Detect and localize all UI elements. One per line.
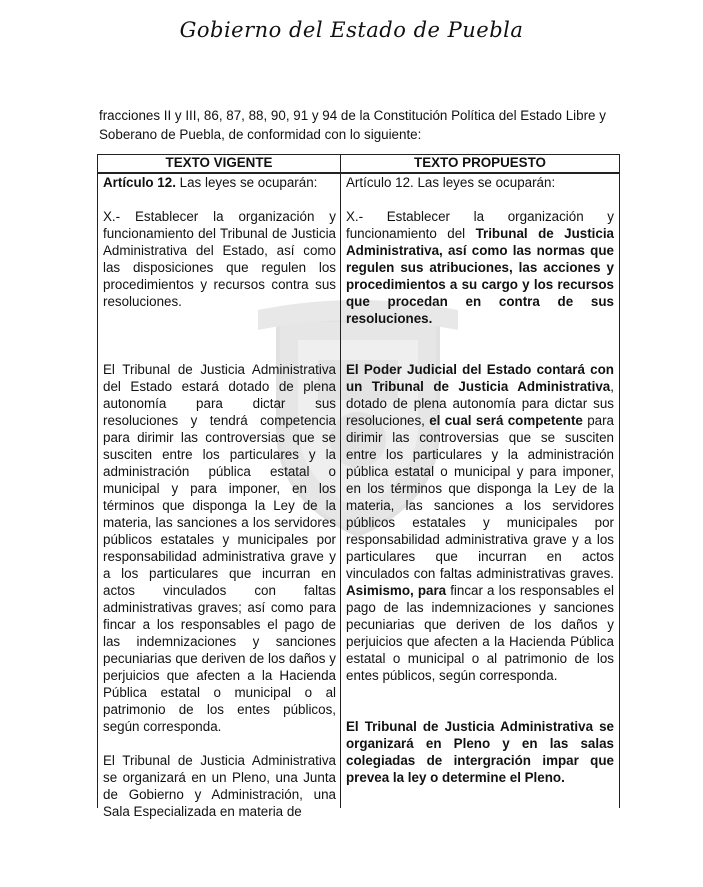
fraction-x-proposed: X.- Establecer la organización y funcionamiento del Tribunal de Justicia Administrativa, así como las normas que regulen sus atribuciones, las acciones y procedimientos a su cargo y los recursos que procedan en contra de sus resoluciones. <box>346 209 614 326</box>
tribunal-paragraph-current: El Tribunal de Justicia Administrativa del Estado estará dotado de plena autonomía para dictar sus resoluciones y tendrá competencia para dirimir las controversias que se susciten entre los particulares y la administración pública estatal o municipal y para imponer, en los términos que disponga la Ley de la materia, las sanciones a los servidores públicos estatales y municipales por responsabilidad administrativa grave y a los particulares que incurran en actos vinculados con faltas administrativas graves; así como para fincar a los responsables el pago de las indemnizaciones y sanciones pecuniarias que deriven de los daños y perjuicios que afecten a la Hacienda Pública estatal o municipal o al patrimonio de los entes públicos, según corresponda. <box>103 362 336 734</box>
fraction-x-current: X.- Establecer la organización y funcionamiento del Tribunal de Justicia Administrativa del Estado, así como las disposiciones que regulen los procedimientos y recursos contra sus resoluciones. <box>103 209 336 309</box>
table-row <box>98 173 620 808</box>
proposed-text-cell <box>341 173 620 808</box>
column-header-proposed: TEXTO PROPUESTO <box>341 155 620 174</box>
article-intro: Las leyes se ocuparán: <box>175 175 318 190</box>
letterhead-title: Gobierno del Estado de Puebla <box>179 18 524 42</box>
table-header-row <box>98 155 620 174</box>
tribunal-paragraph-proposed: El Poder Judicial del Estado contará con un Tribunal de Justicia Administrativa, dotado de plena autonomía para dictar sus resoluciones, el cual será competente para dirimir las controversias que se susciten entre los particulares y la administración pública estatal o municipal y para imponer, en los términos que disponga la Ley de la materia, las sanciones a los servidores públicos estatales y municipales por responsabilidad administrativa grave y a los particulares que incurran en actos vinculados con faltas administrativas graves. Asimismo, para fincar a los responsables el pago de las indemnizaciones y sanciones pecuniarias que deriven de los daños y perjuicios que afecten a la Hacienda Pública estatal o municipal o al patrimonio de los entes públicos, según corresponda. <box>346 362 614 683</box>
intro-paragraph: fracciones II y III, 86, 87, 88, 90, 91 y 94 de la Constitución Política del Estado Libre y Soberano de Puebla, de conformidad con lo siguiente: <box>99 108 606 142</box>
organization-paragraph-proposed: El Tribunal de Justicia Administrativa se organizará en Pleno y en las salas colegiadas de intergración impar que prevea la ley o determine el Pleno. <box>346 719 614 785</box>
organization-paragraph-current: El Tribunal de Justicia Administrativa se organizará en un Pleno, una Junta de Gobierno y Administración, una Sala Especializada en materia de <box>103 753 336 819</box>
article-heading-proposed: Artículo 12. Las leyes se ocuparán: <box>346 175 556 190</box>
article-heading <box>103 174 336 191</box>
column-header-current: TEXTO VIGENTE <box>98 155 341 174</box>
current-text-cell <box>98 173 341 819</box>
comparison-table <box>97 154 620 819</box>
article-number: Artículo 12. <box>103 175 176 190</box>
